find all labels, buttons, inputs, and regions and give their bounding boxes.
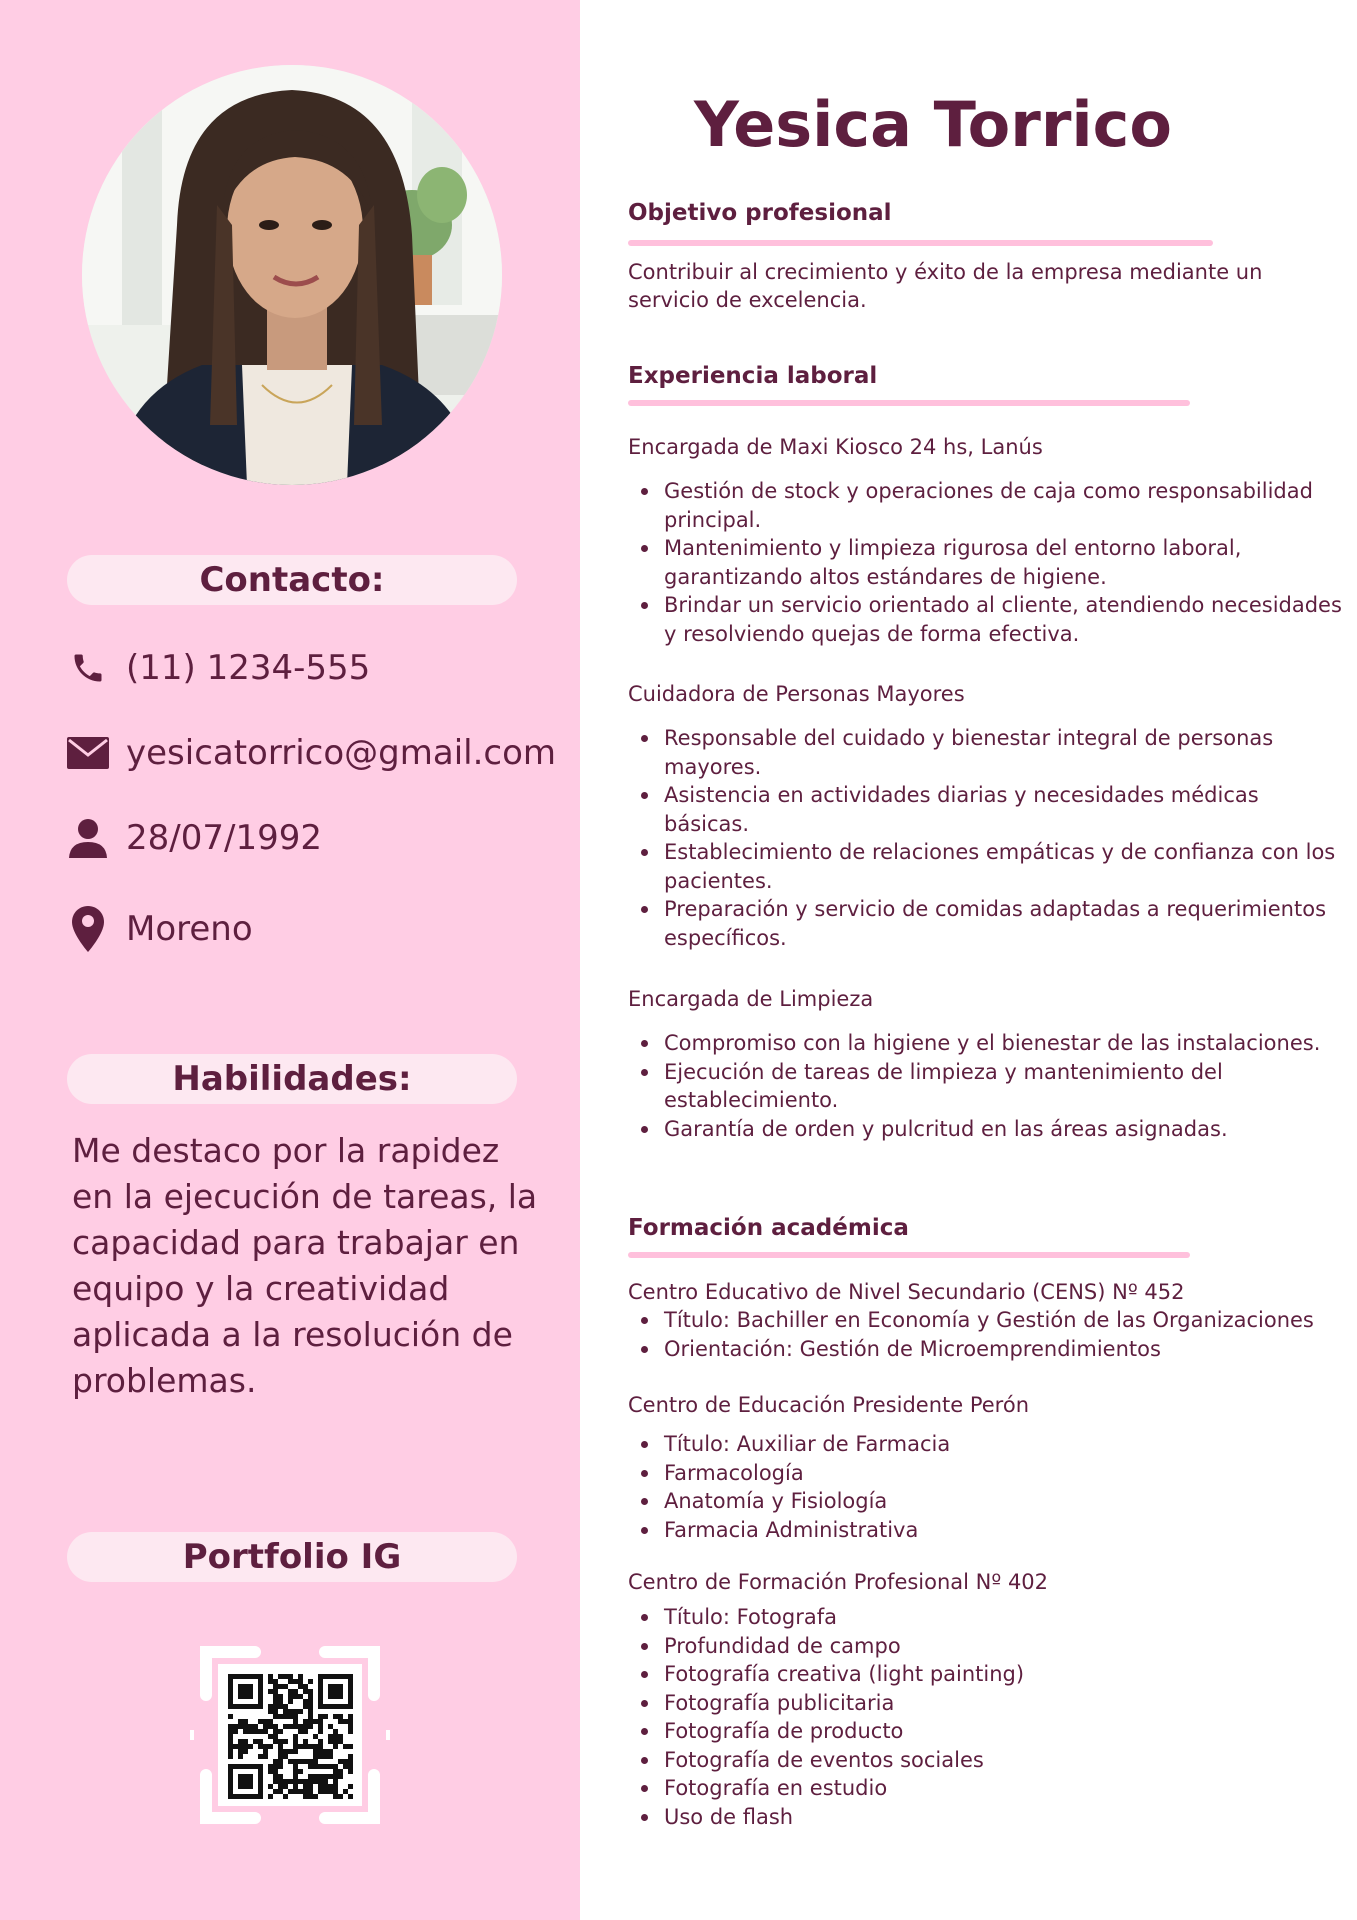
list-item: Farmacia Administrativa — [664, 1516, 1344, 1545]
list-item: Uso de flash — [664, 1803, 1344, 1832]
experience-divider — [628, 400, 1190, 406]
contact-phone-text: (11) 1234-555 — [126, 648, 371, 688]
contact-birthdate-text: 28/07/1992 — [126, 818, 322, 858]
list-item: Asistencia en actividades diarias y necesidades médicas básicas. — [664, 781, 1344, 838]
objective-text: Contribuir al crecimiento y éxito de la empresa mediante un servicio de excelencia. — [628, 260, 1263, 312]
objective-heading: Objetivo profesional — [628, 200, 892, 226]
list-item: Título: Fotografa — [664, 1603, 1344, 1632]
job-bullets — [628, 1029, 1344, 1143]
contact-email-text: yesicatorrico@gmail.com — [126, 733, 557, 773]
contact-location — [66, 904, 253, 954]
school-bullets — [628, 1603, 1344, 1831]
location-pin-icon — [66, 907, 110, 951]
experience-heading: Experiencia laboral — [628, 363, 878, 389]
contact-location-text: Moreno — [126, 909, 253, 949]
school-bullets — [628, 1306, 1344, 1363]
skills-description: Me destaco por la rapidez en la ejecución de tareas, la capacidad para trabajar en equipo y la creatividad aplicada a la resolución de problemas. — [72, 1131, 538, 1400]
list-item: Farmacología — [664, 1459, 1344, 1488]
list-item: Fotografía publicitaria — [664, 1689, 1344, 1718]
list-item: Orientación: Gestión de Microemprendimientos — [664, 1335, 1344, 1364]
contact-birthdate — [66, 813, 322, 863]
contact-heading: Contacto: — [67, 555, 517, 605]
objective-divider — [628, 240, 1213, 246]
list-item: Ejecución de tareas de limpieza y mantenimiento del establecimiento. — [664, 1058, 1344, 1115]
person-icon — [66, 816, 110, 860]
phone-icon — [66, 646, 110, 690]
list-item: Establecimiento de relaciones empáticas y de confianza con los pacientes. — [664, 838, 1344, 895]
list-item: Título: Bachiller en Economía y Gestión de las Organizaciones — [664, 1306, 1344, 1335]
list-item: Anatomía y Fisiología — [664, 1487, 1344, 1516]
skills-heading: Habilidades: — [67, 1054, 517, 1104]
list-item: Fotografía creativa (light painting) — [664, 1660, 1344, 1689]
list-item: Fotografía en estudio — [664, 1774, 1344, 1803]
job-title: Cuidadora de Personas Mayores — [628, 682, 965, 706]
school-title: Centro Educativo de Nivel Secundario (CENS) Nº 452 — [628, 1280, 1185, 1304]
candidate-name: Yesica Torrico — [694, 88, 1172, 161]
profile-photo — [82, 65, 502, 485]
portfolio-heading: Portfolio IG — [67, 1532, 517, 1582]
envelope-icon — [66, 731, 110, 775]
education-divider — [628, 1252, 1190, 1258]
job-bullets — [628, 477, 1344, 648]
list-item: Gestión de stock y operaciones de caja como responsabilidad principal. — [664, 477, 1344, 534]
school-bullets — [628, 1430, 1344, 1544]
job-title: Encargada de Maxi Kiosco 24 hs, Lanús — [628, 435, 1043, 459]
list-item: Preparación y servicio de comidas adaptadas a requerimientos específicos. — [664, 895, 1344, 952]
job-bullets — [628, 724, 1344, 952]
contact-email — [66, 728, 556, 778]
list-item: Profundidad de campo — [664, 1632, 1344, 1661]
education-heading: Formación académica — [628, 1215, 909, 1241]
list-item: Responsable del cuidado y bienestar integral de personas mayores. — [664, 724, 1344, 781]
list-item: Brindar un servicio orientado al cliente, atendiendo necesidades y resolviendo quejas de forma efectiva. — [664, 591, 1344, 648]
list-item: Garantía de orden y pulcritud en las áreas asignadas. — [664, 1115, 1344, 1144]
job-title: Encargada de Limpieza — [628, 987, 874, 1011]
list-item: Título: Auxiliar de Farmacia — [664, 1430, 1344, 1459]
school-title: Centro de Formación Profesional Nº 402 — [628, 1570, 1049, 1594]
school-title: Centro de Educación Presidente Perón — [628, 1393, 1029, 1417]
list-item: Compromiso con la higiene y el bienestar de las instalaciones. — [664, 1029, 1344, 1058]
portfolio-qr-code[interactable] — [190, 1640, 390, 1830]
list-item: Fotografía de producto — [664, 1717, 1344, 1746]
contact-phone — [66, 643, 370, 693]
list-item: Fotografía de eventos sociales — [664, 1746, 1344, 1775]
list-item: Mantenimiento y limpieza rigurosa del entorno laboral, garantizando altos estándares de higiene. — [664, 534, 1344, 591]
